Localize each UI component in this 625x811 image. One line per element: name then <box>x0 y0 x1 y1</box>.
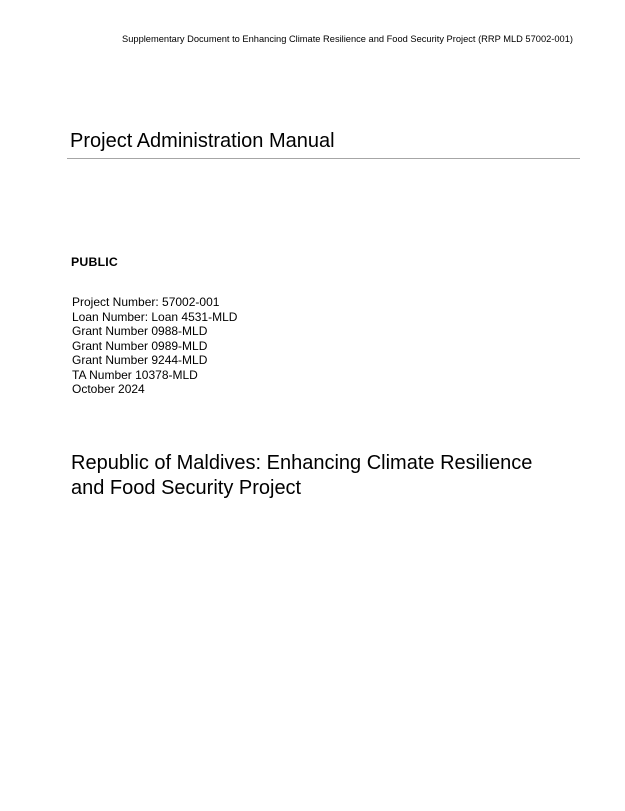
project-title-line-2: and Food Security Project <box>71 477 302 499</box>
grant-number-line-2: Grant Number 0989-MLD <box>72 338 208 353</box>
ta-number-line: TA Number 10378-MLD <box>72 367 198 382</box>
grant-number-line-1: Grant Number 0988-MLD <box>72 324 208 338</box>
publication-date: October 2024 <box>72 382 145 396</box>
title-rule <box>67 158 580 159</box>
document-title: Project Administration Manual <box>70 130 335 152</box>
running-header: Supplementary Document to Enhancing Climate Resilience and Food Security Project (RRP MLD 57002-001) <box>122 34 573 44</box>
grant-number-line-3: Grant Number 9244-MLD <box>72 353 208 367</box>
project-title <box>71 451 532 501</box>
classification-label: PUBLIC <box>71 255 118 269</box>
loan-number-line: Loan Number: Loan 4531-MLD <box>72 309 238 324</box>
project-title-line-1: Republic of Maldives: Enhancing Climate Resilience <box>71 452 533 474</box>
project-number-line: Project Number: 57002-001 <box>72 295 220 309</box>
project-identifiers <box>72 295 237 397</box>
